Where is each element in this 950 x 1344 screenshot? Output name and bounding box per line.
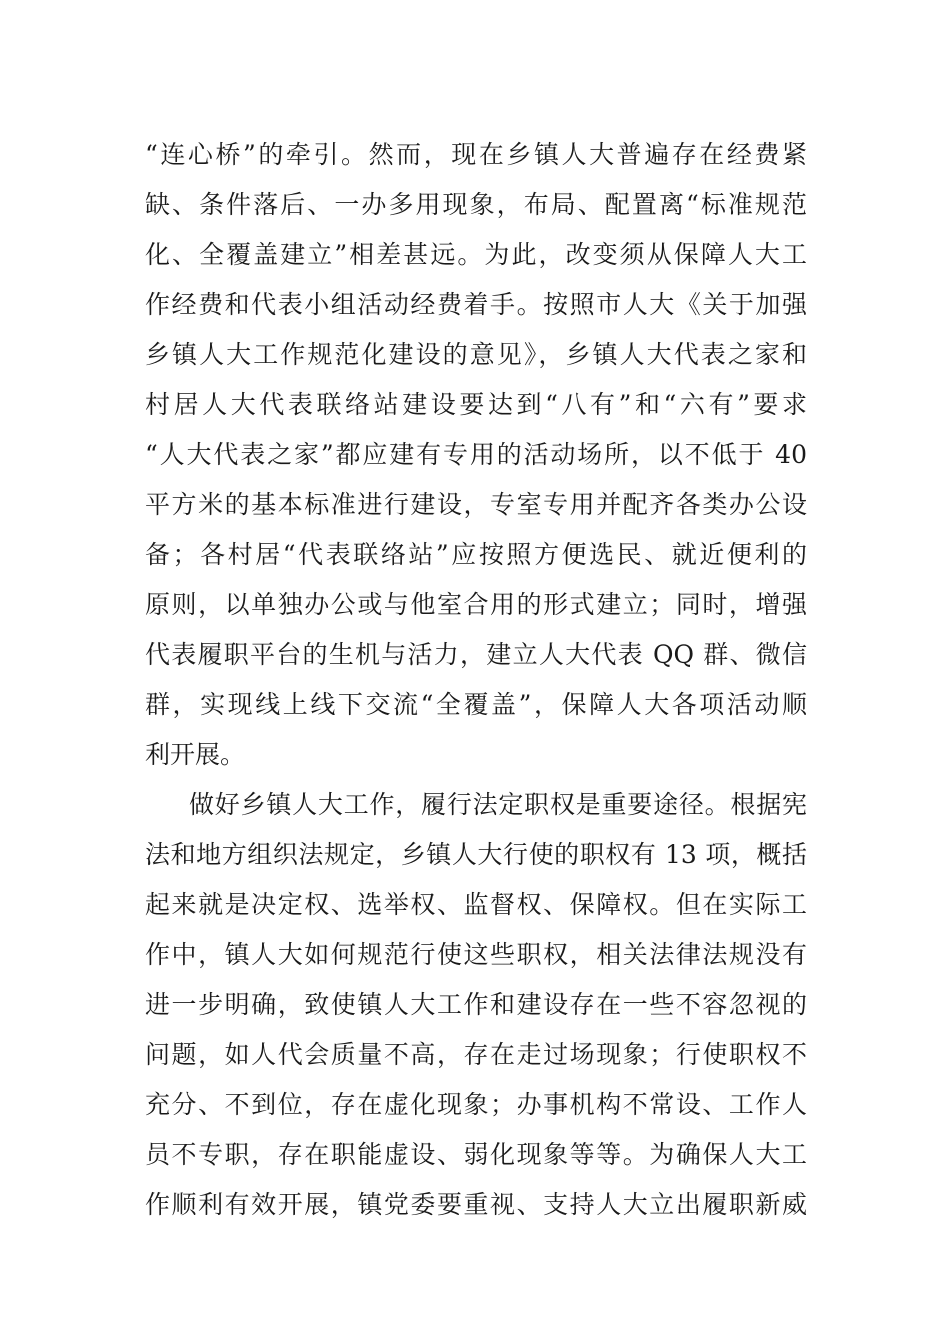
text-line: 进一步明确，致使镇人大工作和建设存在一些不容忽视的 (145, 990, 807, 1019)
text-line: “连心桥”的牵引。然而，现在乡镇人大普遍存在经费紧 (145, 140, 807, 169)
text-line: 充分、不到位，存在虚化现象；办事机构不常设、工作人 (145, 1090, 807, 1119)
body-text (145, 135, 807, 1235)
text-line: 员不专职，存在职能虚设、弱化现象等等。为确保人大工 (145, 1140, 807, 1169)
text-line: 群，实现线上线下交流“全覆盖”，保障人大各项活动顺 (145, 690, 807, 719)
text-line: 作顺利有效开展，镇党委要重视、支持人大立出履职新威 (145, 1190, 807, 1219)
text-line: 作经费和代表小组活动经费着手。按照市人大《关于加强 (145, 290, 807, 319)
text-line: 村居人大代表联络站建设要达到“八有”和“六有”要求 (145, 390, 807, 419)
text-line: “人大代表之家”都应建有专用的活动场所，以不低于 40 (145, 440, 807, 469)
text-line: 问题，如人代会质量不高，存在走过场现象；行使职权不 (145, 1040, 807, 1069)
text-line: 平方米的基本标准进行建设，专室专用并配齐各类办公设 (145, 490, 807, 519)
text-line: 原则，以单独办公或与他室合用的形式建立；同时，增强 (145, 590, 807, 619)
text-line: 缺、条件落后、一办多用现象，布局、配置离“标准规范 (145, 190, 807, 219)
paragraph-1 (145, 135, 807, 785)
text-line: 利开展。 (145, 740, 246, 769)
text-line: 法和地方组织法规定，乡镇人大行使的职权有 13 项，概括 (145, 840, 807, 869)
text-line: 化、全覆盖建立”相差甚远。为此，改变须从保障人大工 (145, 240, 807, 269)
text-line: 作中，镇人大如何规范行使这些职权，相关法律法规没有 (145, 940, 807, 969)
text-line: 做好乡镇人大工作，履行法定职权是重要途径。根据宪 (189, 790, 807, 819)
paragraph-2 (145, 785, 807, 1235)
text-line: 乡镇人大工作规范化建设的意见》，乡镇人大代表之家和 (145, 340, 807, 369)
text-line: 备；各村居“代表联络站”应按照方便选民、就近便利的 (145, 540, 807, 569)
text-line: 起来就是决定权、选举权、监督权、保障权。但在实际工 (145, 890, 807, 919)
text-line: 代表履职平台的生机与活力，建立人大代表 QQ 群、微信 (145, 640, 807, 669)
